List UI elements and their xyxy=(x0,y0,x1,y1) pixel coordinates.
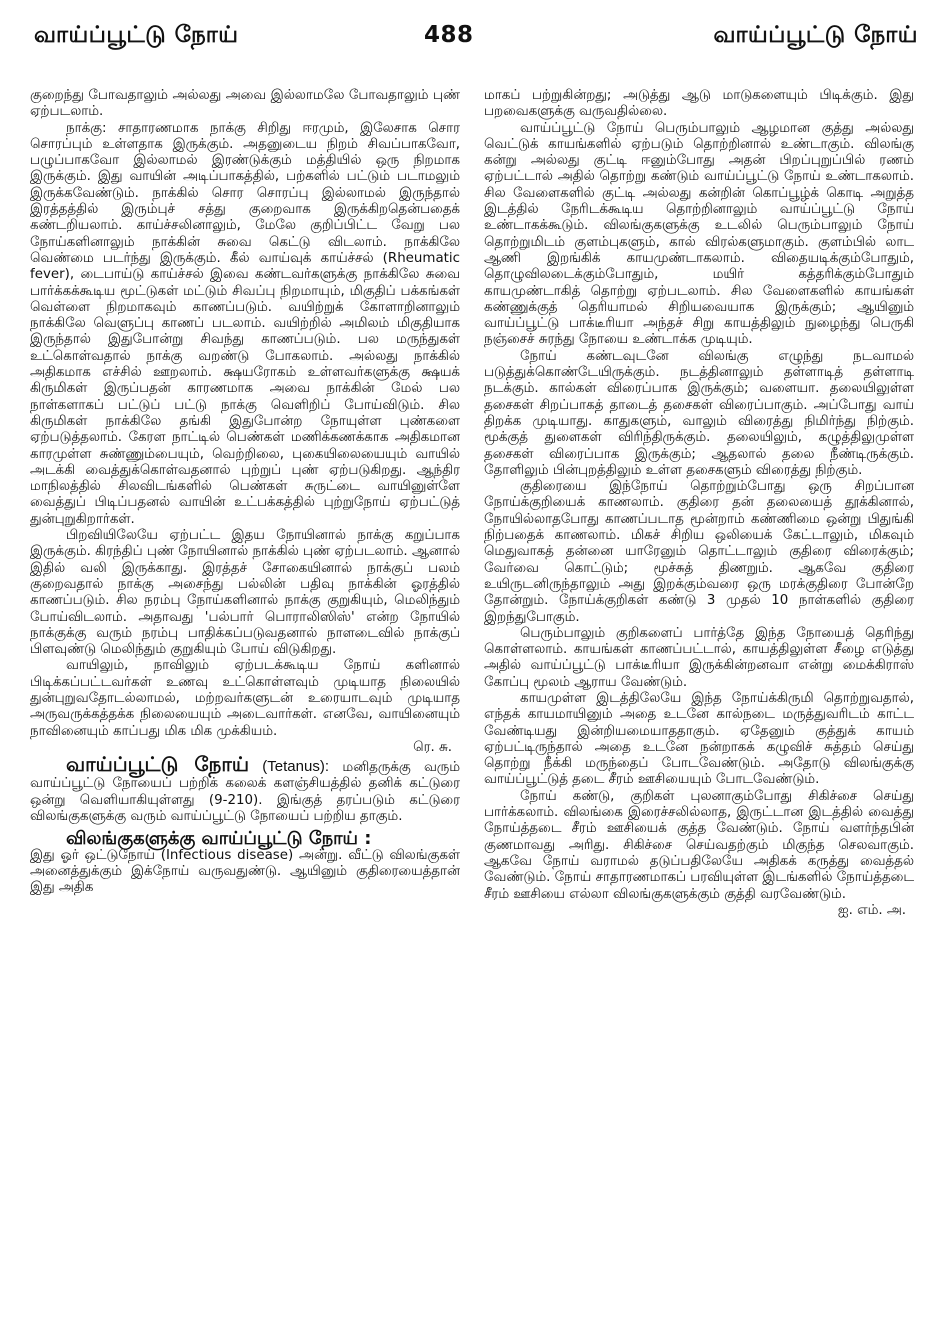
right-column xyxy=(484,88,914,1328)
section-heading: விலங்குகளுக்கு வாய்ப்பூட்டு நோய் : xyxy=(66,828,372,850)
paragraph: பெரும்பாலும் குறிகளைப் பார்த்தே இந்த நோயைத் தெரிந்து கொள்ளலாம். காயங்கள் காணப்பட்டால், காயத்திலுள்ள சீழை எடுத்து அதில் வாய்ப்பூட்டு பாக்டீரியா இருக்கின்றனவா என்று மைக்கிராஸ் கோப்பு மூலம் ஆராய வேண்டும். xyxy=(484,625,914,690)
paragraph: வாய்ப்பூட்டு நோய் பெரும்பாலும் ஆழமான குத்து அல்லது வெட்டுக் காயங்களில் ஏற்படும் தொற்றினால் உண்டாகும். விலங்கு கன்று அல்லது குட்டி ஈனும்போது அதன் பிறப்புறுப்பில் ரணம் ஏற்பட்டால் அதில் தொற்று கண்டும் வாய்ப்பூட்டு நோய் உண்டாகலாம். சில வேளைகளில் குட்டி அல்லது கன்றின் கொப்பூழ்க் கொடி அறுத்த இடத்தில் நேரிடக்கூடிய தொற்றினாலும் வாய்ப்பூட்டு நோய் உண்டாகக்கூடும். விலங்குகளுக்கு உடலில் பெரும்பாலும் நோய் தொற்றுமிடம் குளம்புகளும், கால் விரல்களுமாகும். குளம்பில் லாட ஆணி இறங்கிக் காயமுண்டாகலாம். விதையடிக்கும்போதும், தொழுவிலடைக்கும்போதும், மயிர் கத்தரிக்கும்போதும் காயமுண்டாகித் தொற்று ஏற்படலாம். சில வேளைகளில் காயங்கள் கண்ணுக்குத் தெரியாமல் சிறியவையாக இருக்கும்; ஆயினும் வாய்ப்பூட்டு பாக்டீரியா அந்தச் சிறு காயத்திலும் நுழைந்து பெருகி நஞ்சைச் சுரந்து நோயை உண்டாக்க முடியும். xyxy=(484,120,914,348)
author-signature: ஐ. எம். அ. xyxy=(837,902,906,918)
paragraph: வாயிலும், நாவிலும் ஏற்படக்கூடிய நோய் களினால் பிடிக்கப்பட்டவர்கள் உணவு உட்கொள்ளவும் முடியாத நிலையில் துன்புறுவதோடல்லாமல், மற்றவர்களுடன் உரையாடவும் முடியாத அருவருக்கத்தக்க நிலையையும் அடைவார்கள். எனவே, வாயினையும் நாவினையும் காப்பது மிக மிக முக்கியம். xyxy=(30,658,460,739)
paragraph: குதிரையை இந்நோய் தொற்றும்போது ஒரு சிறப்பான நோய்க்குறியைக் காணலாம். குதிரை தன் தலையைத் தூக்கினால், நோயில்லாதபோது காணப்படாத மூன்றாம் கண்ணிமை ஒன்று பிதுங்கி நிற்பதைக் காணலாம். மிகச் சிறிய ஒலியைக் கேட்டாலும், மிகவும் மெதுவாகத் தன்னை யாரேனும் தொட்டாலும் குதிரை விரைக்கும்; வேர்வை கொட்டும்; மூச்சுத் திணறும். ஆகவே குதிரை உயிருடனிருந்தாலும் அது இறக்கும்வரை ஒரு மரக்குதிரை போன்றே தோன்றும். நோய்க்குறிகள் கண்டு 3 முதல் 10 நாள்களில் குதிரை இறந்துபோகும். xyxy=(484,479,914,625)
paragraph-tongue: நாக்கு: சாதாரணமாக நாக்கு சிறிது ஈரமும், இலேசாக சொர சொரப்பும் உள்ளதாக இருக்கும். அதனுடைய நிறம் சிவப்பாகவோ, பழுப்பாகவோ இல்லாமல் இரண்டுக்கும் மத்தியில் ஒரு நிறமாக இருக்கும். இது வாயின் அடிப்பாகத்தில், பற்களில் பட்டும் படாமலும் இருக்கவேண்டும். நாக்கில் சொர சொரப்பு இல்லாமல் இருந்தால் இரத்தத்தில் இரும்புச் சத்து குறைவாக இருக்கிறதென்பதைக் கண்டறியலாம். காய்ச்சலினாலும், மேலே குறிப்பிட்ட வேறு பல நோய்களினாலும் நாக்கின் சுவை கெட்டு விடலாம். நாக்கிலே வெண்மை படர்ந்து இருக்கும். கீல் வாய்வுக் காய்ச்சல் (Rheumatic fever), டைபாய்டு காய்ச்சல் இவை கண்டவர்களுக்கு நாக்கிலே சுவை பார்க்கக்கூடிய மூட்டுகள் மட்டும் சிவப்பு நிறமாயும், மிகுதிப் பக்கங்கள் வெள்ளை நிறமாகவும் காணப்படும். வயிற்றுக் கோளாறினாலும் நாக்கிலே வெளுப்பு காணப் படலாம். வயிற்றில் அமிலம் மிகுதியாக இருந்தால் இதுபோன்று சிவந்து காணப்படும். பல மருந்துகள் உட்கொள்வதால் நாக்கு வறண்டு போகலாம். அல்லது நாக்கில் அதிகமாக எச்சில் ஊறலாம். க்ஷயரோகம் உள்ளவர்களுக்கு க்ஷயக் கிருமிகள் இருப்பதன் காரணமாக அவை நாக்கின் மேல் பல நாள்களாகப் பட்டுப் பட்டு நாக்கு வெளிறிப் போய்விடும். சில கிருமிகள் நாக்கிலே தங்கி இதுபோன்ற நோயுள்ள புண்களை ஏற்படுத்தலாம். கேரள நாட்டில் பெண்கள் மணிக்கணக்காக அதிகமான காரமுள்ள சுண்ணும்பையும், வெற்றிலை, புகையிலையையும் வாயில் அடக்கி வைத்துக்கொள்வதனால் புற்றுப் புண் ஏற்படுகிறது. ஆந்திர மாநிலத்தில் சிலவிடங்களில் பெண்கள் சுருட்டை வாயினுள்ளே வைத்துப் பிடிப்பதனல் வாயின் உட்பக்கத்தில் புற்றுநோய் ஏற்பட்டுத் துன்புறுகிறார்கள். xyxy=(30,120,460,527)
article-title-latin: (Tetanus): xyxy=(262,758,329,776)
article-heading xyxy=(30,752,460,825)
paragraph: இது ஓர் ஒட்டுநோய் (Infectious disease) அன்று. வீட்டு விலங்குகள் அனைத்துக்கும் இக்நோய் வருவதுண்டு. ஆயினும் குதிரையைத்தான் இது அதிக xyxy=(30,847,460,896)
article-title: வாய்ப்பூட்டு நோய் xyxy=(66,752,249,777)
paragraph: குறைந்து போவதாலும் அல்லது அவை இல்லாமலே போவதாலும் புண் ஏற்படலாம். xyxy=(30,88,460,120)
page-number: 488 xyxy=(424,22,474,48)
paragraph: மாகப் பற்றுகின்றது; அடுத்து ஆடு மாடுகளையும் பிடிக்கும். இது பறவைகளுக்கு வருவதில்லை. xyxy=(484,88,914,120)
paragraph: பிறவியிலேயே ஏற்பட்ட இதய நோயினால் நாக்கு கறுப்பாக இருக்கும். கிரந்திப் புண் நோயினால் நாக்கில் புண் ஏற்படலாம். ஆனால் இதில் வலி இருக்காது. இரத்தச் சோகையினால் நாக்குப் பலம் குறைவதால் நாக்கு அசைந்து பல்லின் பதிவு நாக்கின் ஓரத்தில் காணப்படும். சில நரம்பு நோய்களினால் நாக்கு குறுகியும், மெலிந்தும் போய்விடலாம். அதாவது 'பல்பார் பொராலிஸிஸ்' என்ற நோயில் நாக்குக்கு வரும் நரம்பு பாதிக்கப்படுவதனால் நாளடைவில் நாக்குப் பிளவுண்டு மெலிந்தும் குறுகியும் போய் விடுகிறது. xyxy=(30,528,460,658)
paragraph: காயமுள்ள இடத்திலேயே இந்த நோய்க்கிருமி தொற்றுவதால், எந்தக் காயமாயினும் அதை உடனே கால்நடை மருத்துவரிடம் காட்ட வேண்டியது இன்றியமையாததாகும். ஏதேனும் குத்துக் காயம் ஏற்பட்டிருந்தால் அதை உடனே நன்றாகக் கழுவிச் சுத்தம் செய்து தொற்று நீக்கி மருந்தைப் போடவேண்டும். அதோடு விலங்குக்கு வாய்ப்பூட்டுத் தடை சீரம் ஊசியையும் போடவேண்டும். xyxy=(484,690,914,788)
author-signature: ரெ. சு. xyxy=(413,739,452,755)
running-head-right: வாய்ப்பூட்டு நோய் xyxy=(713,22,918,48)
paragraph: நோய் கண்டு, குறிகள் புலனாகும்போது சிகிச்சை செய்து பார்க்கலாம். விலங்கை இரைச்சலில்லாத, இருட்டான இடத்தில் வைத்து நோய்த்தடை சீரம் ஊசியைக் குத்த வேண்டும். நோய் வளர்ந்தபின் குணமாவது அரிது. சிகிச்சை செய்வதற்கும் மிகுந்த செலவாகும். ஆகவே நோய் வராமல் தடுப்பதிலேயே அதிகக் கருத்து வைத்தல் வேண்டும். நோய் சாதாரணமாகப் பரவியுள்ள இடங்களில் நோய்த்தடை சீரம் ஊசியை எல்லா விலங்குகளுக்கும் குத்தி வரவேண்டும். xyxy=(484,788,914,902)
left-column xyxy=(30,88,460,1328)
running-head-left: வாய்ப்பூட்டு நோய் xyxy=(34,22,239,48)
paragraph: நோய் கண்டவுடனே விலங்கு எழுந்து நடவாமல் படுத்துக்கொண்டேயிருக்கும். நடத்தினாலும் தள்ளாடித் தள்ளாடி நடக்கும். கால்கள் விரைப்பாக இருக்கும்; வளையா. தலையிலுள்ள தசைகள் சிறப்பாகத் தாடைத் தசைகள் விரைப்பாகும். அப்போது வாய் திறக்க முடியாது. காதுகளும், வாலும் விரைத்து நிமிர்ந்து நிற்கும். மூக்குத் துளைகள் விரிந்திருக்கும். தலையிலும், கழுத்திலுமுள்ள தசைகள் விரைப்பாக இருக்கும்; ஆதலால் தலை நீண்டிருக்கும். தோளிலும் பின்புறத்திலும் உள்ள தசைகளும் விரைத்து நிற்கும். xyxy=(484,348,914,478)
paragraph: மனிதருக்கு வரும் வாய்ப்பூட்டு நோயைப் பற்றிக் கலைக் களஞ்சியத்தில் தனிக் கட்டுரை ஒன்று வெளியாகியுள்ளது (9-210). இங்குத் தரப்படும் கட்டுரை விலங்குகளுக்கு வரும் வாய்ப்பூட்டு நோயைப் பற்றிய தாகும். xyxy=(30,760,460,825)
